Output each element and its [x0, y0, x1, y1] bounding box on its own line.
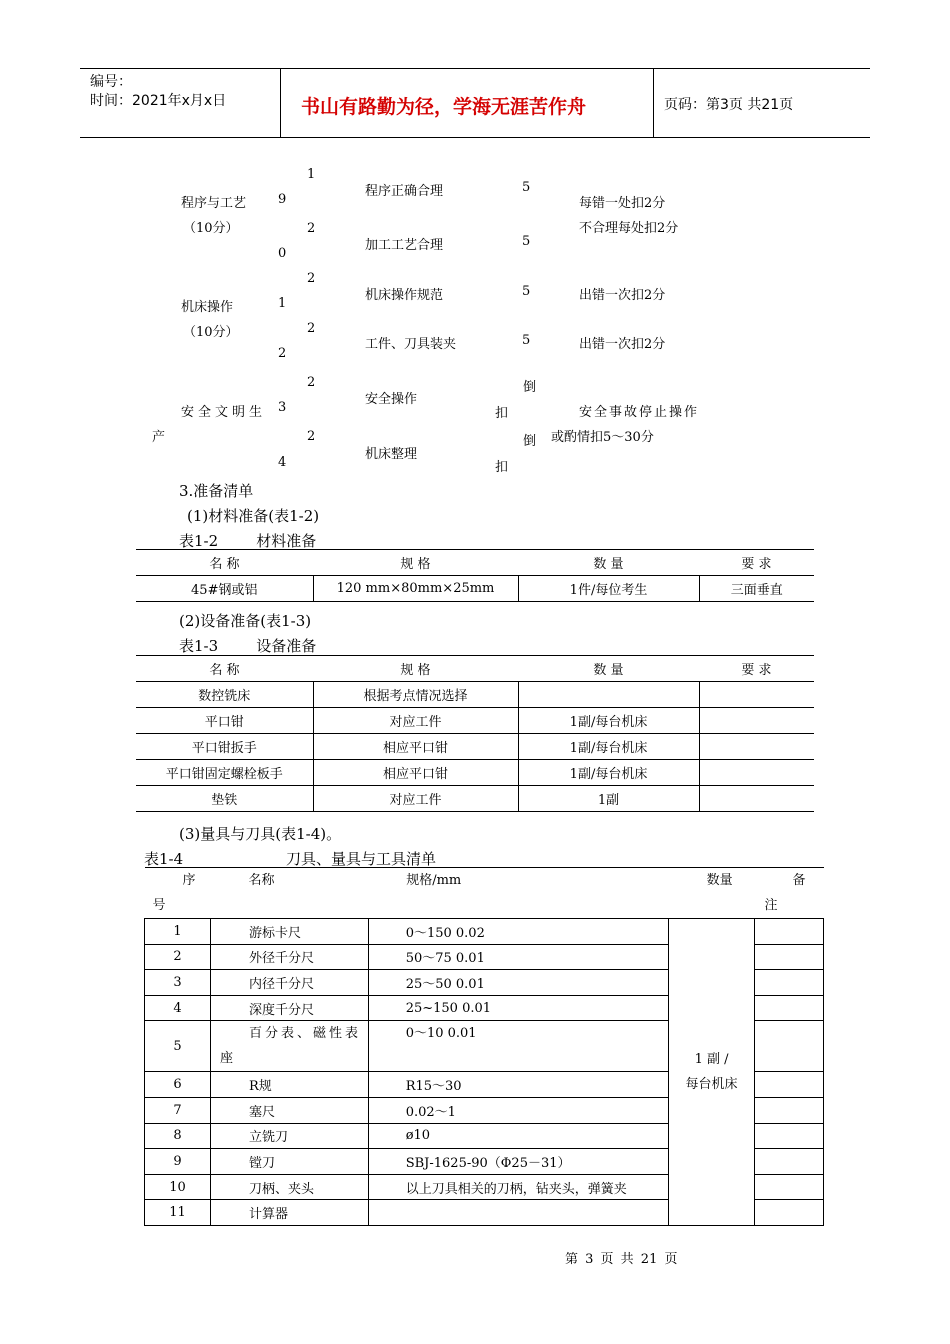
spec-cell: 0～10 0.01	[368, 1021, 668, 1072]
header-cell: 规 格	[313, 550, 518, 576]
header-cell: 要 求	[699, 550, 814, 576]
seq-cell: 11	[145, 1200, 211, 1226]
seq-cell: 3	[145, 970, 211, 996]
subsection-heading: (2)设备准备(表1-3)	[179, 612, 312, 630]
table-caption: 表1-2 材料准备	[179, 532, 317, 550]
table-cell	[699, 708, 814, 734]
item-content: 机床整理	[365, 447, 418, 462]
table-cell: 1副/每台机床	[518, 734, 699, 760]
table-row	[136, 708, 814, 734]
group-name: 程序与工艺	[181, 196, 247, 211]
header-note-cont: 注	[764, 898, 778, 913]
item-content: 程序正确合理	[365, 184, 444, 199]
material-table	[136, 549, 814, 602]
header-divider	[653, 69, 654, 137]
spec-cell: 50～75 0.01	[368, 944, 668, 970]
table-cell: 1副	[518, 786, 699, 812]
item-rule: 不合理每处扣2分	[579, 221, 679, 236]
header-cell: 要 求	[699, 656, 814, 682]
table-row	[136, 734, 814, 760]
item-rule: 出错一次扣2分	[579, 288, 666, 303]
item-points: 5	[522, 284, 531, 299]
header-cell: 名称	[210, 868, 368, 919]
equipment-table	[136, 655, 814, 812]
table-header-row	[145, 868, 824, 919]
item-rule: 安全事故停止操作	[579, 405, 700, 420]
table-row	[136, 682, 814, 708]
note-cell	[755, 970, 824, 996]
name-cell: R规	[210, 1072, 368, 1098]
spec-cell: SBJ-1625-90（Φ25－31）	[368, 1149, 668, 1175]
seq-cell: 9	[145, 1149, 211, 1175]
page-footer: 第 3 页 共 21 页	[565, 1252, 678, 1267]
note-cell	[755, 1149, 824, 1175]
table-cell: 根据考点情况选择	[313, 682, 518, 708]
header-cell: 名 称	[136, 656, 313, 682]
seq-cell: 4	[145, 995, 211, 1021]
table-caption-label: 表1-4	[144, 850, 184, 868]
table-cell: 相应平口钳	[313, 760, 518, 786]
name-cell: 立铣刀	[210, 1123, 368, 1149]
group-seq: 2	[278, 346, 287, 361]
subsection-heading: (1)材料准备(表1-2)	[187, 507, 320, 525]
table-cell: 120 mm×80mm×25mm	[313, 576, 518, 602]
item-num: 2	[307, 221, 316, 236]
section-heading: 3.准备清单	[179, 482, 254, 500]
table-cell: 1副/每台机床	[518, 708, 699, 734]
tools-table	[144, 867, 824, 1226]
name-text: 百分表、磁性表	[248, 1026, 361, 1042]
item-points: 扣	[495, 406, 509, 421]
item-num: 2	[307, 429, 316, 444]
item-content: 加工工艺合理	[365, 238, 444, 253]
group-name: 安全文明生	[181, 405, 267, 420]
table-cell: 相应平口钳	[313, 734, 518, 760]
item-points: 5	[522, 180, 531, 195]
group-seq: 4	[278, 455, 287, 470]
header-divider	[280, 69, 281, 137]
item-rule: 出错一次扣2分	[579, 337, 666, 352]
header-cell	[145, 868, 211, 919]
name-text-cont: 座	[219, 1051, 233, 1067]
item-rule: 每错一处扣2分	[579, 196, 666, 211]
item-num: 2	[307, 271, 316, 286]
seq-cell: 10	[145, 1174, 211, 1200]
group-seq: 3	[278, 400, 287, 415]
spec-cell	[368, 1200, 668, 1226]
item-num: 2	[307, 321, 316, 336]
qty-text: 1 副 /	[694, 1051, 729, 1067]
seq-cell: 5	[145, 1021, 211, 1072]
item-num: 2	[307, 375, 316, 390]
name-cell: 镗刀	[210, 1149, 368, 1175]
qty-merged-cell	[669, 919, 755, 1226]
table-cell: 对应工件	[313, 708, 518, 734]
name-cell: 计算器	[210, 1200, 368, 1226]
table-cell: 1副/每台机床	[518, 760, 699, 786]
header-cell: 规格/mm	[368, 868, 668, 919]
item-num: 1	[307, 167, 316, 182]
item-points: 5	[522, 234, 531, 249]
name-cell: 内径千分尺	[210, 970, 368, 996]
seq-cell: 7	[145, 1097, 211, 1123]
table-caption: 刀具、量具与工具清单	[286, 850, 437, 868]
seq-cell: 2	[145, 944, 211, 970]
group-name-cont: 产	[152, 430, 166, 445]
header-cell: 名 称	[136, 550, 313, 576]
spec-cell: R15～30	[368, 1072, 668, 1098]
group-seq: 9	[278, 192, 287, 207]
qty-text: 每台机床	[685, 1076, 738, 1092]
item-content: 工件、刀具装夹	[365, 337, 457, 352]
spec-cell: 25～50 0.01	[368, 970, 668, 996]
note-cell	[755, 944, 824, 970]
note-cell	[755, 1021, 824, 1072]
note-cell	[755, 1097, 824, 1123]
name-cell: 塞尺	[210, 1097, 368, 1123]
spec-cell: 0～150 0.02	[368, 919, 668, 945]
note-cell	[755, 1072, 824, 1098]
table-cell: 45#钢或铝	[136, 576, 313, 602]
table-cell: 平口钳扳手	[136, 734, 313, 760]
table-cell: 1件/每位考生	[518, 576, 699, 602]
page-indicator: 页码：第3页 共21页	[664, 97, 794, 113]
table-cell	[699, 682, 814, 708]
group-score: （10分）	[183, 221, 239, 236]
note-cell	[755, 919, 824, 945]
table-cell: 平口钳固定螺栓板手	[136, 760, 313, 786]
table-cell	[518, 682, 699, 708]
table-cell: 平口钳	[136, 708, 313, 734]
seq-cell: 6	[145, 1072, 211, 1098]
item-points: 倒	[523, 434, 537, 449]
subsection-heading: (3)量具与刀具(表1-4)。	[179, 825, 342, 843]
item-points: 扣	[495, 460, 509, 475]
name-cell	[210, 1021, 368, 1072]
table-header-row	[136, 550, 814, 576]
header-seq-cont: 号	[152, 898, 166, 913]
header-motto: 书山有路勤为径，学海无涯苦作舟	[301, 96, 587, 118]
table-cell: 数控铣床	[136, 682, 313, 708]
group-name: 机床操作	[181, 300, 234, 315]
table-row	[136, 760, 814, 786]
name-cell: 游标卡尺	[210, 919, 368, 945]
header-note: 备	[792, 873, 806, 888]
table-header-row	[136, 656, 814, 682]
table-cell	[699, 760, 814, 786]
doc-code-label: 编号：	[90, 74, 132, 90]
doc-time-label: 时间：2021年x月x日	[90, 93, 227, 109]
seq-cell: 8	[145, 1123, 211, 1149]
item-rule: 或酌情扣5～30分	[551, 430, 654, 445]
table-cell	[699, 786, 814, 812]
group-seq: 1	[278, 296, 287, 311]
header-seq: 序	[182, 873, 196, 888]
table-cell	[699, 734, 814, 760]
table-cell: 垫铁	[136, 786, 313, 812]
table-cell: 对应工件	[313, 786, 518, 812]
group-seq: 0	[278, 246, 287, 261]
item-content: 安全操作	[365, 392, 418, 407]
spec-cell: 25~150 0.01	[368, 995, 668, 1021]
note-cell	[755, 1174, 824, 1200]
note-cell	[755, 995, 824, 1021]
note-cell	[755, 1123, 824, 1149]
table-row	[136, 576, 814, 602]
item-points: 5	[522, 333, 531, 348]
name-cell: 刀柄、夹头	[210, 1174, 368, 1200]
header-cell: 数 量	[518, 550, 699, 576]
seq-cell: 1	[145, 919, 211, 945]
spec-cell: ø10	[368, 1123, 668, 1149]
spec-cell: 0.02～1	[368, 1097, 668, 1123]
header-cell: 数量	[669, 868, 755, 919]
name-cell: 外径千分尺	[210, 944, 368, 970]
group-score: （10分）	[183, 325, 239, 340]
table-caption: 表1-3 设备准备	[179, 637, 317, 655]
table-cell: 三面垂直	[699, 576, 814, 602]
table-row	[145, 919, 824, 945]
header-cell	[755, 868, 824, 919]
name-cell: 深度千分尺	[210, 995, 368, 1021]
note-cell	[755, 1200, 824, 1226]
header-cell: 规 格	[313, 656, 518, 682]
item-points: 倒	[523, 380, 537, 395]
header-cell: 数 量	[518, 656, 699, 682]
table-row	[136, 786, 814, 812]
item-content: 机床操作规范	[365, 288, 444, 303]
spec-cell: 以上刀具相关的刀柄，钻夹头，弹簧夹	[368, 1174, 668, 1200]
